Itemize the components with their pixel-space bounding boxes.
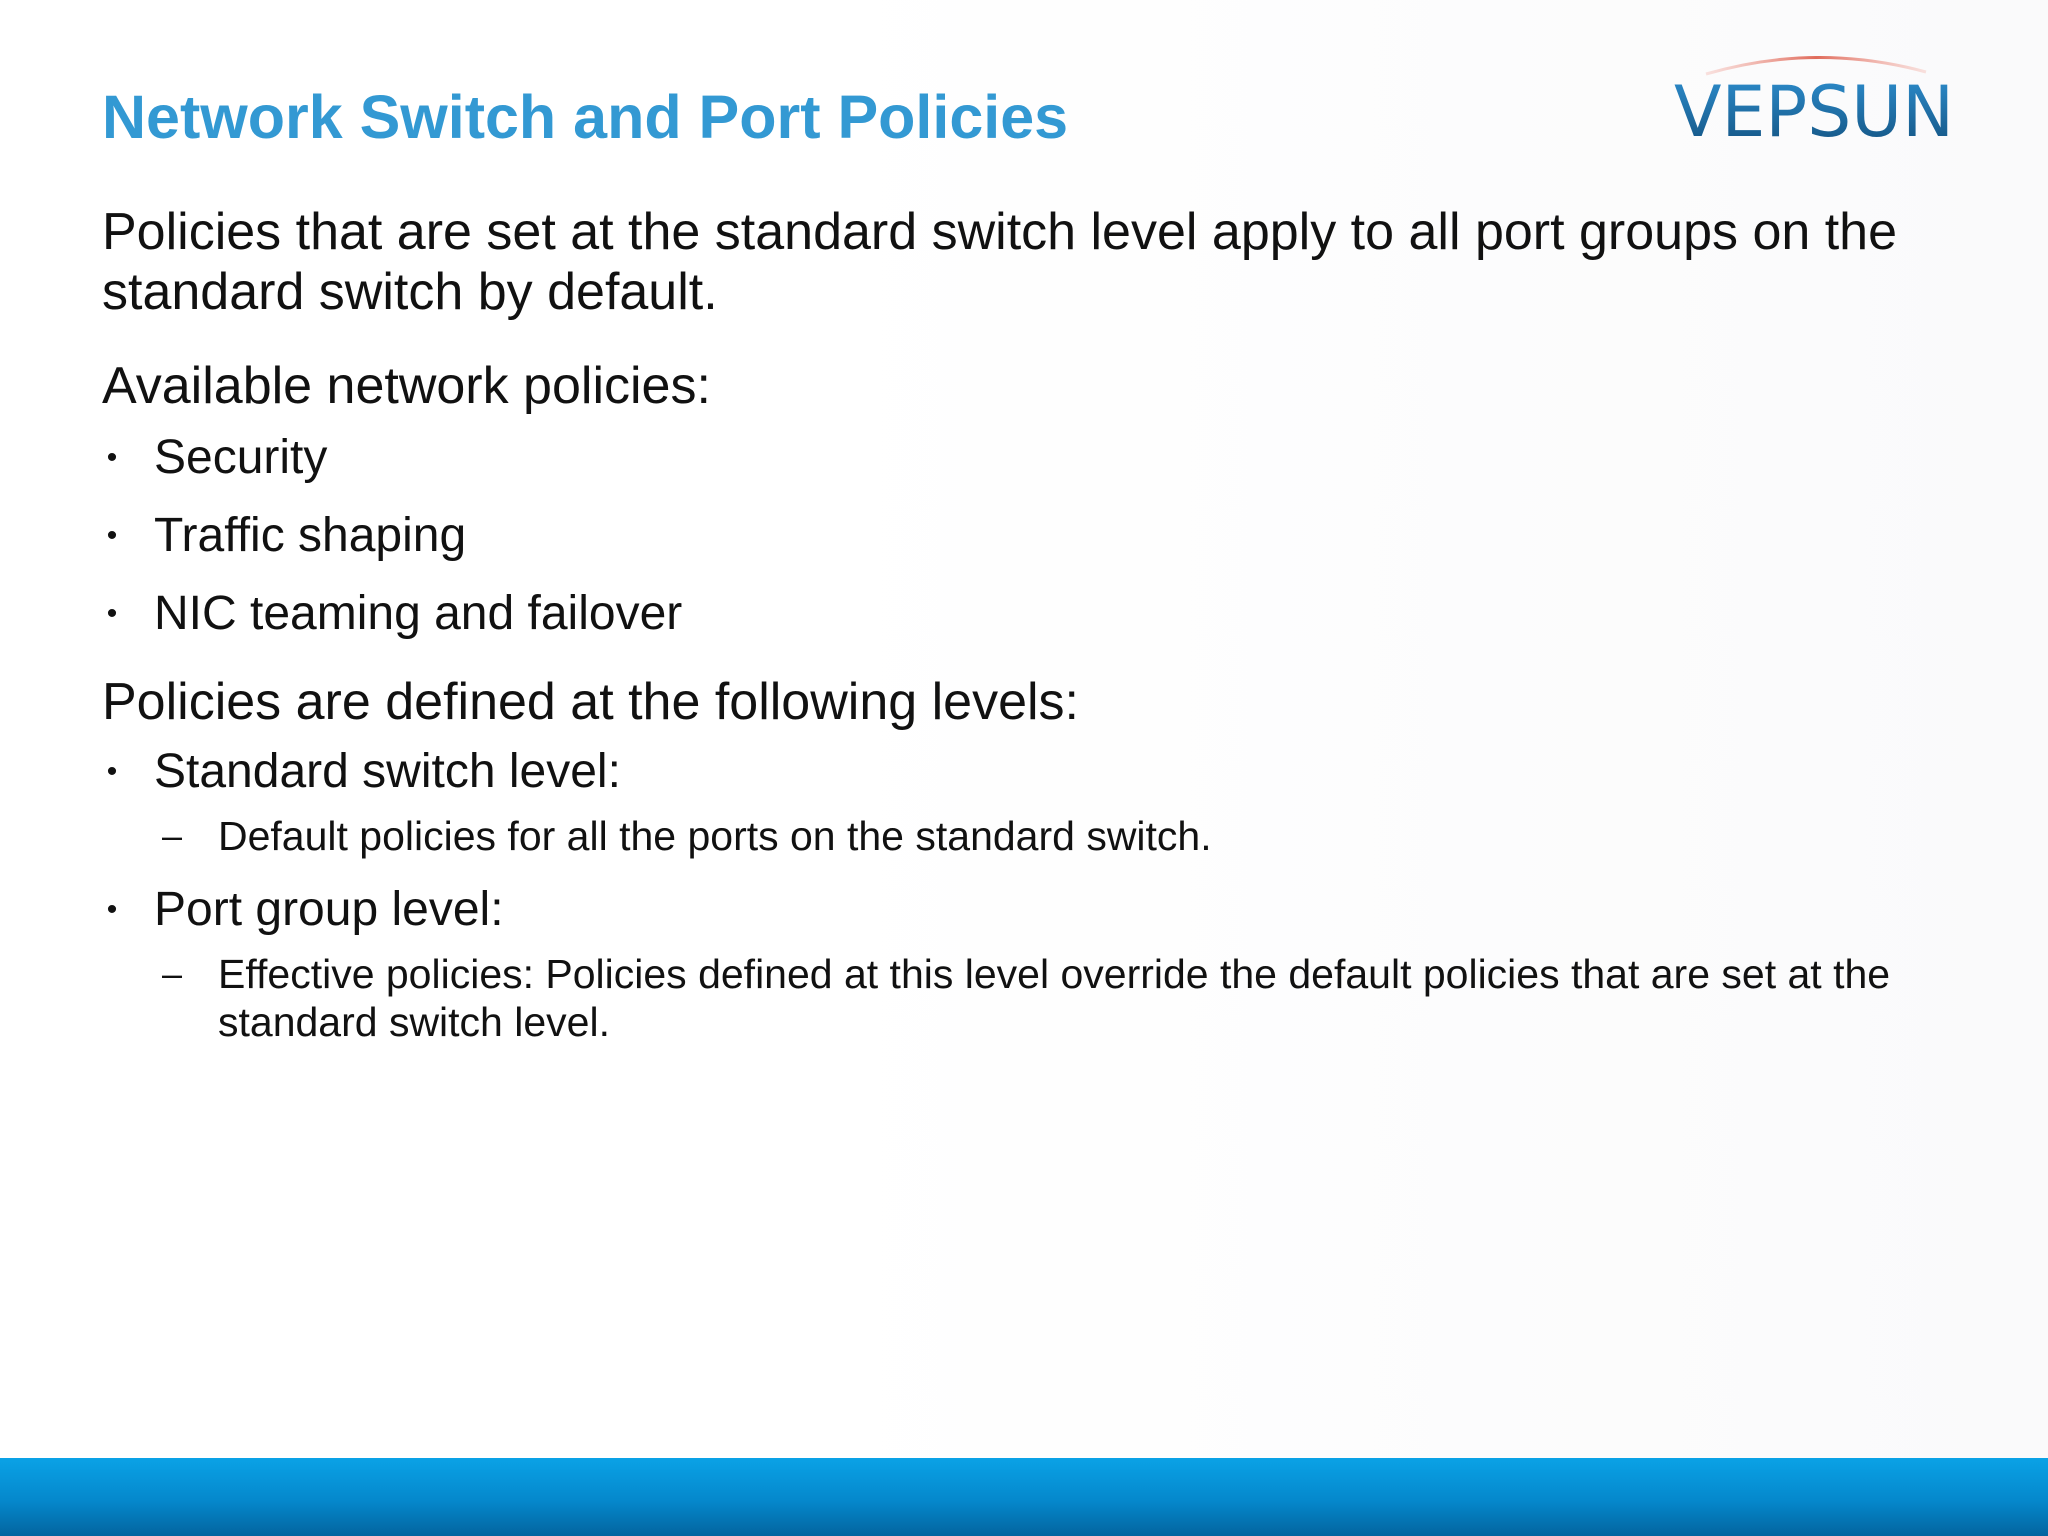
bullet-icon: • (106, 597, 118, 630)
policy-traffic-shaping: Traffic shaping (154, 509, 467, 562)
bullet-icon: • (106, 441, 118, 474)
policy-security: Security (154, 431, 328, 484)
sub-list-item (154, 812, 1962, 860)
level-standard-switch: Standard switch level: (154, 745, 621, 798)
level-port-group: Port group level: (154, 883, 504, 936)
sub-list (154, 950, 1962, 1046)
bullet-icon: • (106, 893, 118, 926)
sub-list (154, 812, 1962, 860)
levels-list (102, 744, 1962, 1046)
slide-body (102, 202, 1962, 1068)
dash-icon: – (162, 953, 183, 994)
sub-list-item (154, 950, 1962, 1046)
vepsun-logo (1670, 44, 1960, 154)
list-item (102, 586, 1962, 642)
dash-icon: – (162, 815, 183, 856)
slide-title: Network Switch and Port Policies (102, 83, 1069, 151)
bullet-icon: • (106, 519, 118, 552)
list-item (102, 882, 1962, 1046)
list-item (102, 430, 1962, 486)
footer-bar (0, 1458, 2048, 1536)
intro-paragraph: Policies that are set at the standard switch level apply to all port groups on the standard switch by default. (102, 203, 1898, 321)
list-item (102, 508, 1962, 564)
policy-nic-teaming: NIC teaming and failover (154, 587, 683, 640)
bullet-icon: • (106, 755, 118, 788)
logo-text: VEPSUN (1674, 71, 1954, 153)
available-policies-list (102, 430, 1962, 642)
list-item (102, 744, 1962, 860)
level-port-group-detail: Effective policies: Policies defined at this level override the default policies that are set at the standard switch level. (218, 951, 1891, 1045)
levels-heading: Policies are defined at the following levels: (102, 673, 1080, 731)
level-standard-switch-detail: Default policies for all the ports on the standard switch. (218, 813, 1212, 859)
available-policies-heading: Available network policies: (102, 357, 711, 415)
